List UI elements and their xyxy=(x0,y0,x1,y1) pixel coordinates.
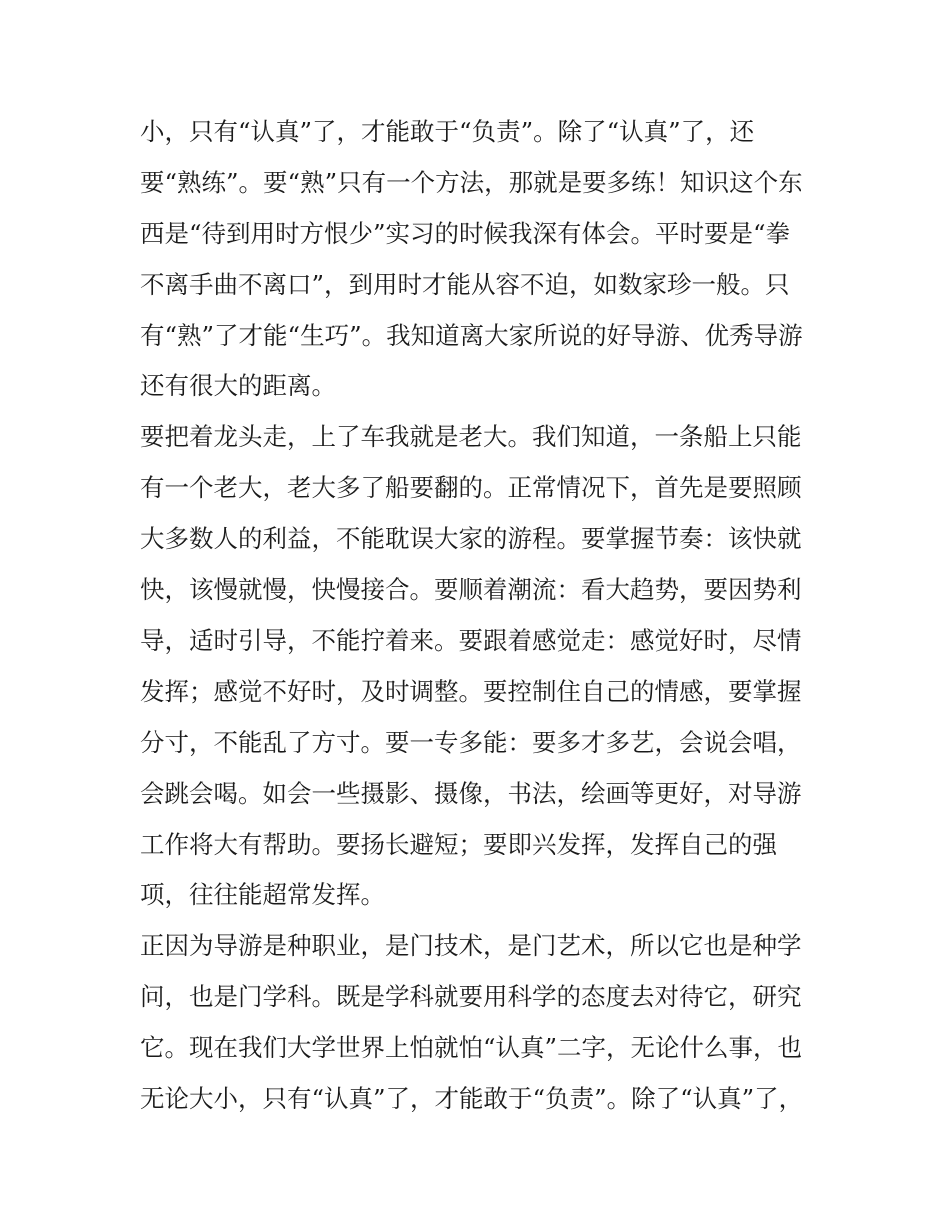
text-line: 项，往往能超常发挥。 xyxy=(140,880,385,909)
text-line: 西是“待到用时方恨少”实习的时候我深有体会。平时要是“拳 xyxy=(140,219,791,248)
text-line: 要把着龙头走，上了车我就是老大。我们知道，一条船上只能 xyxy=(140,422,802,451)
text-line: 分寸，不能乱了方寸。要一专多能：要多才多艺，会说会唱， xyxy=(140,728,802,757)
text-line: 小，只有“认真”了，才能敢于“负责”。除了“认真”了，还 xyxy=(140,117,755,146)
text-line: 还有很大的距离。 xyxy=(140,371,336,400)
text-line: 有一个老大，老大多了船要翻的。正常情况下，首先是要照顾 xyxy=(140,473,802,502)
text-line: 不离手曲不离口”，到用时才能从容不迫，如数家珍一般。只 xyxy=(140,270,790,299)
text-line: 正因为导游是种职业，是门技术，是门艺术，所以它也是种学 xyxy=(140,931,802,960)
text-line: 大多数人的利益，不能耽误大家的游程。要掌握节奏：该快就 xyxy=(140,524,802,553)
text-line: 它。现在我们大学世界上怕就怕“认真”二字，无论什么事，也 xyxy=(140,1033,803,1062)
text-line: 无论大小，只有“认真”了，才能敢于“负责”。除了“认真”了， xyxy=(140,1084,804,1113)
text-line: 会跳会喝。如会一些摄影、摄像，书法，绘画等更好，对导游 xyxy=(140,779,802,808)
text-line: 发挥；感觉不好时，及时调整。要控制住自己的情感，要掌握 xyxy=(140,677,802,706)
text-line: 导，适时引导，不能拧着来。要跟着感觉走：感觉好时，尽情 xyxy=(140,626,802,655)
text-line: 要“熟练”。要“熟”只有一个方法，那就是要多练！知识这个东 xyxy=(140,168,803,197)
text-line: 有“熟”了才能“生巧”。我知道离大家所说的好导游、优秀导游 xyxy=(140,321,803,350)
text-line: 工作将大有帮助。要扬长避短；要即兴发挥，发挥自己的强 xyxy=(140,830,777,859)
text-line: 问，也是门学科。既是学科就要用科学的态度去对待它，研究 xyxy=(140,982,802,1011)
text-line: 快，该慢就慢，快慢接合。要顺着潮流：看大趋势，要因势利 xyxy=(140,575,802,604)
body-text xyxy=(140,106,820,1124)
